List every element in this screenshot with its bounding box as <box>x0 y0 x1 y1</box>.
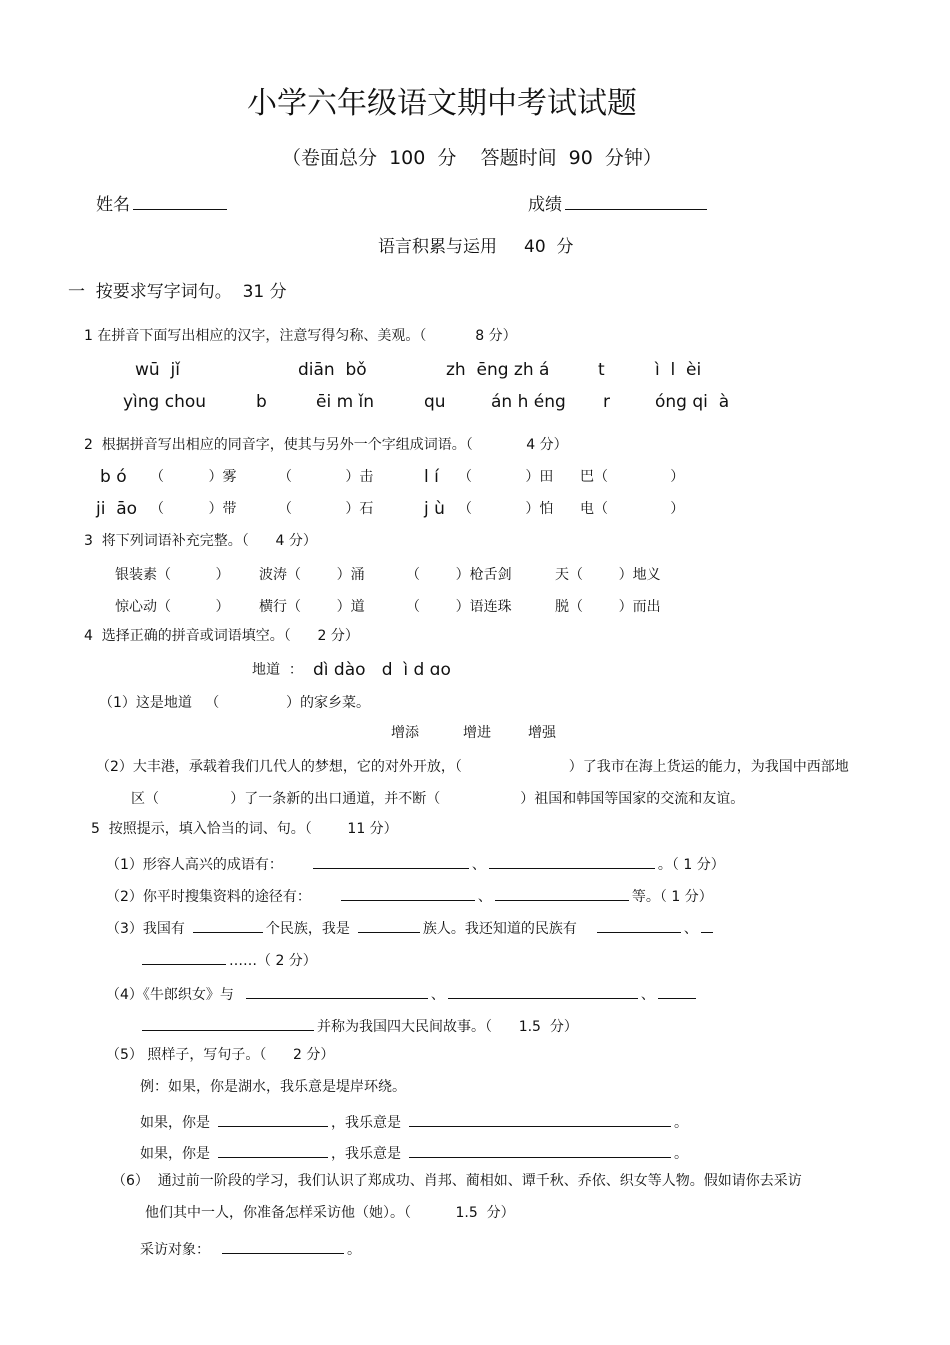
separator: 、 <box>640 987 655 1003</box>
pinyin-item: yìng chou <box>123 392 207 412</box>
q5-item-6-line2: 他们其中一人，你准备怎样采访他（她）。（ 1.5 分） <box>145 1205 515 1221</box>
idiom-blank[interactable]: 脱（ ）而出 <box>555 599 661 615</box>
exam-subtitle: （卷面总分 100 分 答题时间 90 分钟） <box>282 147 662 169</box>
q5-sentence-line <box>140 1143 688 1161</box>
pinyin-item: t <box>598 360 605 380</box>
item-text: 个民族，我是 <box>265 921 350 937</box>
idiom-blank[interactable]: 银装素（ ） <box>115 567 230 583</box>
exam-title: 小学六年级语文期中考试试题 <box>247 86 637 121</box>
q5-item-3-cont <box>142 950 317 968</box>
item-text: 族人。我还知道的民族有 <box>422 921 577 937</box>
score-field[interactable] <box>528 195 710 214</box>
word-option: 增添 <box>391 725 419 741</box>
score-label: 成绩 <box>528 195 562 215</box>
interview-target <box>140 1239 361 1257</box>
separator: 、 <box>471 857 486 873</box>
q4-sentence-2a[interactable]: （2）大丰港，承载着我们几代人的梦想，它的对外开放，（ ）了我市在海上货运的能力，为我国中西部地 <box>96 759 849 775</box>
item-text: 采访对象： <box>140 1242 210 1258</box>
answer-blank[interactable]: （ ）雾 <box>150 469 237 485</box>
q4-pinyin-options: dì dào d ì d ɑo <box>313 660 451 680</box>
item-end: 等。（ 1 分） <box>631 889 713 905</box>
idiom-blank[interactable]: 惊心动（ ） <box>115 599 230 615</box>
item-text: 如果，你是 <box>140 1115 210 1131</box>
answer-blank[interactable]: （ ）石 <box>278 501 374 517</box>
q5-item-4-cont <box>142 1016 578 1034</box>
pinyin-item: án h éng <box>491 392 566 412</box>
separator: 、 <box>477 889 492 905</box>
item-end: 。（ 1 分） <box>657 857 725 873</box>
answer-blank[interactable]: 电（ ） <box>580 501 685 517</box>
word-option: 增强 <box>528 725 556 741</box>
part-one-heading: 一 按要求写字词句。 31 分 <box>68 282 287 302</box>
separator: 、 <box>430 987 445 1003</box>
item-text: 如果，你是 <box>140 1146 210 1162</box>
pinyin-item: j ù <box>424 499 445 519</box>
answer-blank[interactable]: （ ）击 <box>278 469 374 485</box>
pinyin-item: diān bǒ <box>298 360 367 380</box>
answer-blank[interactable]: （ ）怕 <box>458 501 554 517</box>
answer-line[interactable] <box>597 918 681 933</box>
answer-line[interactable] <box>142 950 226 965</box>
answer-line[interactable] <box>489 854 655 869</box>
q5-example: 例：如果，你是湖水，我乐意是堤岸环绕。 <box>140 1079 406 1095</box>
answer-line[interactable] <box>448 984 638 999</box>
pinyin-item: wū jǐ <box>135 360 180 380</box>
answer-line[interactable] <box>193 918 263 933</box>
item-end: 。 <box>674 1115 688 1131</box>
pinyin-item: l í <box>424 467 439 487</box>
answer-line[interactable] <box>142 1016 314 1031</box>
q5-item-4 <box>106 984 699 1002</box>
answer-line[interactable] <box>246 984 428 999</box>
item-text: ，我乐意是 <box>331 1146 401 1162</box>
answer-line[interactable] <box>313 854 469 869</box>
item-end: 。 <box>347 1242 361 1258</box>
item-label: （2）你平时搜集资料的途径有： <box>106 889 311 905</box>
item-text: ，我乐意是 <box>331 1115 401 1131</box>
pinyin-item: zh ēng zh á <box>446 360 550 380</box>
answer-line[interactable] <box>495 886 629 901</box>
item-text: （4）《牛郎织女》与 <box>106 987 234 1003</box>
q5-item-1 <box>106 854 725 872</box>
q5-item-2 <box>106 886 713 904</box>
item-end: ……（ 2 分） <box>229 953 317 969</box>
q5-sentence-line <box>140 1112 688 1130</box>
name-field[interactable] <box>96 195 230 214</box>
answer-blank[interactable]: （ ）带 <box>150 501 237 517</box>
answer-line[interactable] <box>341 886 475 901</box>
q4-sentence-2b[interactable]: 区（ ）了一条新的出口通道，并不断（ ）祖国和韩国等国家的交流和友谊。 <box>131 791 745 807</box>
answer-blank[interactable]: 巴（ ） <box>580 469 685 485</box>
word-option: 增进 <box>463 725 491 741</box>
answer-line[interactable] <box>358 918 420 933</box>
separator: 、 <box>683 921 698 937</box>
pinyin-item: b <box>256 392 267 412</box>
pinyin-item: r <box>603 392 610 412</box>
answer-line[interactable] <box>222 1239 344 1254</box>
idiom-blank[interactable]: 波涛（ ）涌 <box>259 567 365 583</box>
answer-line[interactable] <box>409 1112 671 1127</box>
q5-prompt: 5 按照提示，填入恰当的词、句。（ 11 分） <box>91 821 398 837</box>
q2-prompt: 2 根据拼音写出相应的同音字，使其与另外一个字组成词语。（ 4 分） <box>84 437 568 453</box>
q5-item-3 <box>106 918 716 936</box>
q1-prompt: 1 在拼音下面写出相应的汉字，注意写得匀称、美观。（ 8 分） <box>84 328 517 344</box>
q4-options-label: 地道 ： <box>252 662 303 678</box>
item-end: 并称为我国四大民间故事。（ 1.5 分） <box>317 1019 578 1035</box>
q4-sentence-1[interactable]: （1）这是地道 （ ）的家乡菜。 <box>99 695 371 711</box>
answer-line[interactable] <box>658 984 696 999</box>
q3-prompt: 3 将下列词语补充完整。（ 4 分） <box>84 533 317 549</box>
pinyin-item: b ó <box>100 467 127 487</box>
pinyin-item: ēi m ǐn <box>316 392 375 412</box>
pinyin-item: ji āo <box>96 499 138 519</box>
score-blank[interactable] <box>565 195 707 210</box>
answer-line[interactable] <box>218 1112 328 1127</box>
idiom-blank[interactable]: 天（ ）地义 <box>555 567 661 583</box>
q4-prompt: 4 选择正确的拼音或词语填空。（ 2 分） <box>84 628 359 644</box>
name-blank[interactable] <box>133 195 227 210</box>
idiom-blank[interactable]: 横行（ ）道 <box>259 599 365 615</box>
answer-line[interactable] <box>218 1143 328 1158</box>
section-heading: 语言积累与运用 40 分 <box>378 237 574 257</box>
q5-item-5-label: （5） 照样子，写句子。（ 2 分） <box>106 1047 335 1063</box>
answer-blank[interactable]: （ ）田 <box>458 469 554 485</box>
item-label: （1）形容人高兴的成语有： <box>106 857 283 873</box>
item-end: 。 <box>674 1146 688 1162</box>
answer-line[interactable] <box>409 1143 671 1158</box>
idiom-blank[interactable]: （ ）枪舌剑 <box>406 567 512 583</box>
pinyin-item: ì l èi <box>655 360 702 380</box>
item-text: （3）我国有 <box>106 921 185 937</box>
pinyin-item: qu <box>424 392 446 412</box>
pinyin-item: óng qi à <box>655 392 730 412</box>
idiom-blank[interactable]: （ ）语连珠 <box>406 599 512 615</box>
q5-item-6-line1: （6） 通过前一阶段的学习，我们认识了郑成功、肖邦、蔺相如、谭千秋、乔依、织女等人物。假如请你去采访 <box>112 1173 802 1189</box>
answer-line[interactable] <box>701 918 713 933</box>
name-label: 姓名 <box>96 195 130 215</box>
